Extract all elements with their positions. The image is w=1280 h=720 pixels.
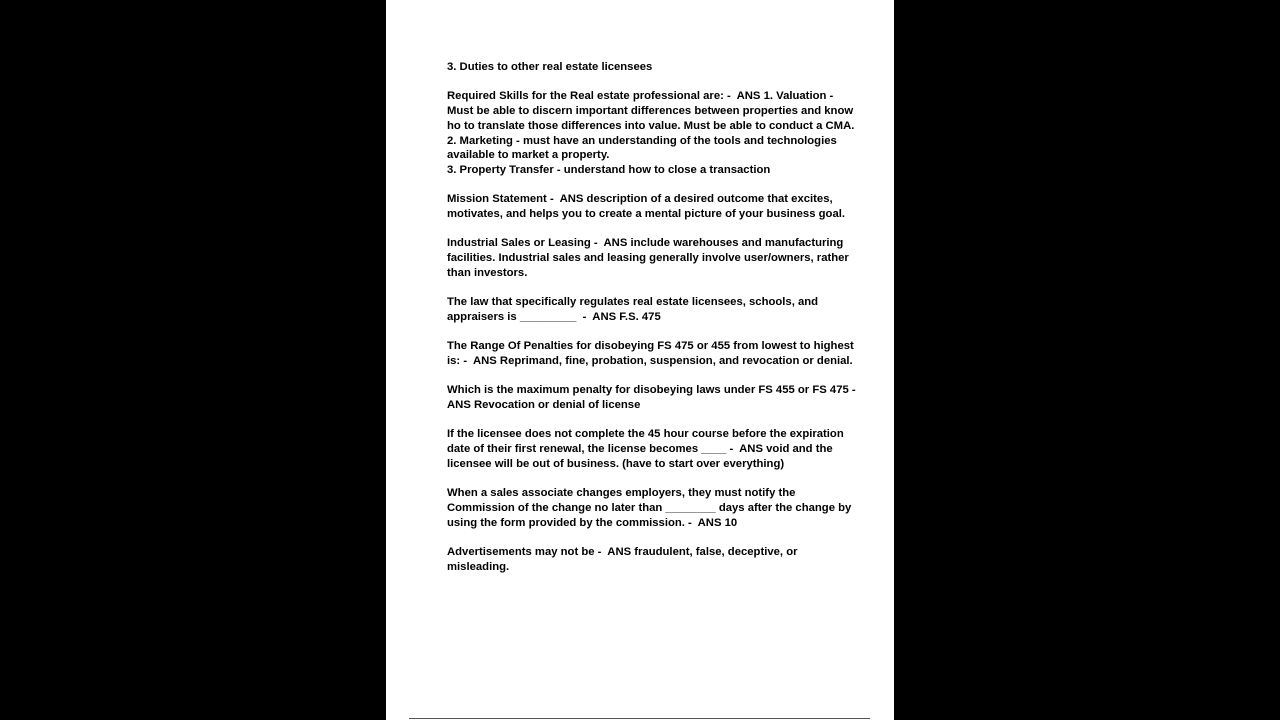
- page-content: [447, 60, 862, 589]
- paragraph-duties: 3. Duties to other real estate licensees: [447, 61, 653, 73]
- paragraph-regulating-law: The law that specifically regulates real estate licensees, schools, and appraisers is _________ - ANS F.S. 475: [447, 296, 822, 323]
- paragraph-change-employers: When a sales associate changes employers, they must notify the Commission of the change no later than ________ days after the change by using the form provided by the commission. - ANS 10: [447, 487, 855, 529]
- next-page-edge: [409, 718, 870, 719]
- document-page: [386, 0, 894, 720]
- paragraph-required-skills: Required Skills for the Real estate professional are: - ANS 1. Valuation - Must be able to discern important differences between properties and know ho to translate those differences into value. Must be able to conduct a CMA. 2. Marketing - must have an understanding of the tools and technologies available to market a property. 3. Property Transfer - understand how to close a transaction: [447, 90, 855, 176]
- paragraph-advertisements: Advertisements may not be - ANS fraudulent, false, deceptive, or misleading.: [447, 546, 801, 573]
- paragraph-maximum-penalty: Which is the maximum penalty for disobeying laws under FS 455 or FS 475 - ANS Revocation or denial of license: [447, 384, 862, 412]
- paragraph-45-hour-course: If the licensee does not complete the 45 hour course before the expiration date of their first renewal, the license becomes ____ - ANS void and the licensee will be out of business. (have to start over everything): [447, 428, 847, 470]
- paragraph-mission-statement: Mission Statement - ANS description of a desired outcome that excites, motivates, and helps you to create a mental picture of your business goal.: [447, 193, 846, 220]
- paragraph-range-of-penalties: The Range Of Penalties for disobeying FS 475 or 455 from lowest to highest is: - ANS Reprimand, fine, probation, suspension, and revocation or denial.: [447, 340, 857, 367]
- paragraph-industrial-sales: Industrial Sales or Leasing - ANS include warehouses and manufacturing facilities. Industrial sales and leasing generally involve user/owners, rather than investors.: [447, 237, 852, 279]
